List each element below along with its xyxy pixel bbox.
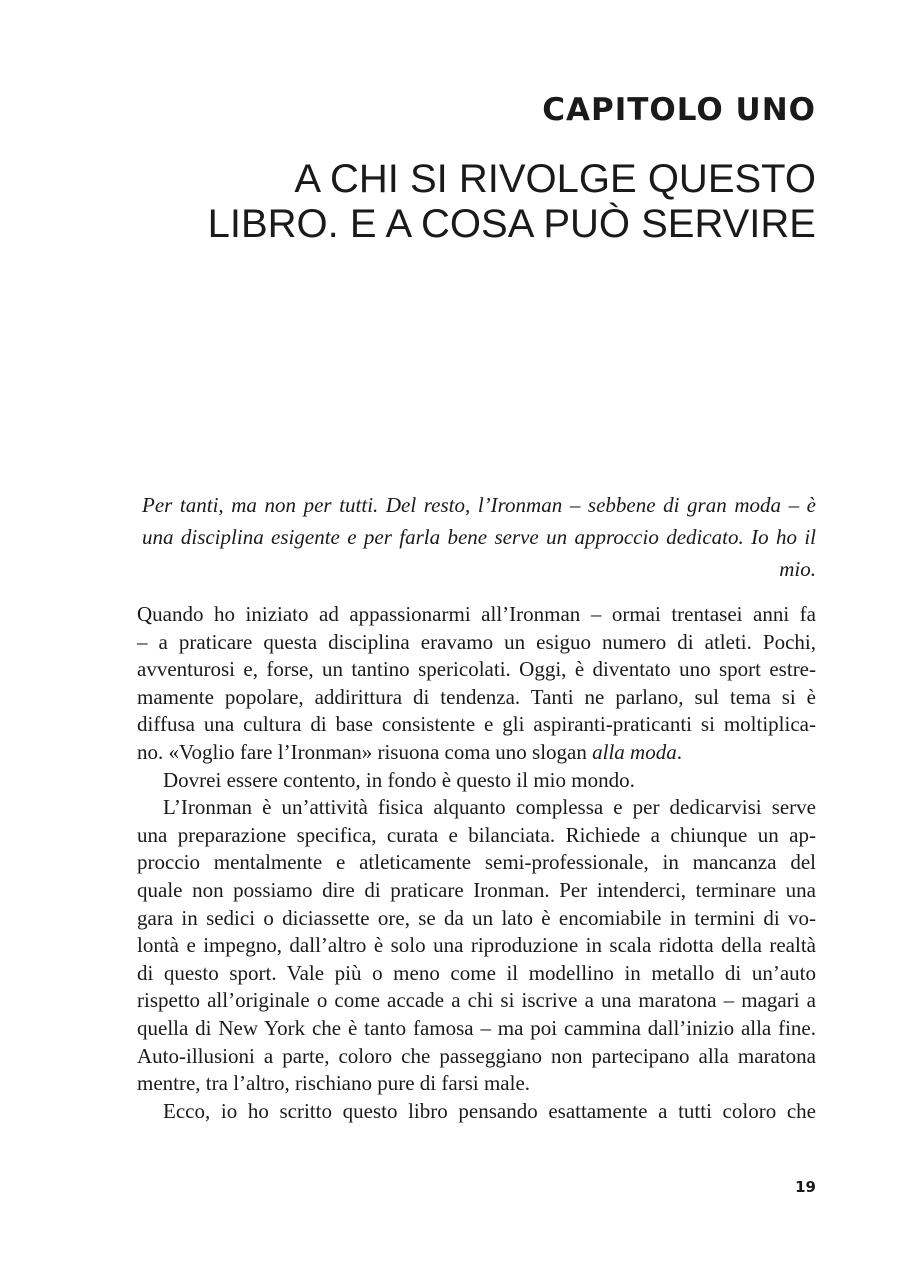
paragraph-line: avventurosi e, forse, un tantino spericolati. Oggi, è diventato uno sport estre-: [137, 657, 816, 682]
chapter-title-line-1: A CHI SI RIVOLGE QUESTO: [294, 157, 816, 201]
paragraph-line: Auto-illusioni a parte, coloro che passeggiano non partecipano alla maratona: [137, 1043, 816, 1068]
page-number: 19: [795, 1178, 816, 1196]
chapter-title: [208, 157, 816, 247]
paragraph-line: Dovrei essere contento, in fondo è questo il mio mondo.: [163, 767, 635, 792]
paragraph-line: di questo sport. Vale più o meno come il modellino in metallo di un’auto: [137, 960, 816, 985]
paragraph-1: [137, 601, 816, 767]
paragraph-2: [137, 767, 816, 795]
paragraph-line: lontà e impegno, dall’altro è solo una riproduzione in scala ridotta della realtà: [137, 933, 816, 958]
paragraph-line: una preparazione specifica, curata e bilanciata. Richiede a chiunque un ap-: [137, 822, 816, 847]
body-text: [137, 601, 816, 1125]
paragraph-line: gara in sedici o diciassette ore, se da un lato è encomiabile in termini di vo-: [137, 905, 816, 930]
paragraph-line: rispetto all’originale o come accade a chi si iscrive a una maratona – magari a: [137, 988, 816, 1013]
paragraph-line: L’Ironman è un’attività fisica alquanto complessa e per dedicarvisi serve: [163, 795, 816, 820]
text-run: .: [676, 739, 682, 764]
paragraph-3: [137, 794, 816, 1098]
text-run: no. «Voglio fare l’Ironman» risuona coma uno slogan: [137, 739, 593, 764]
epigraph: [142, 489, 816, 585]
paragraph-line: mentre, tra l’altro, rischiano pure di farsi male.: [137, 1071, 531, 1096]
paragraph-line: quale non possiamo dire di praticare Ironman. Per intenderci, terminare una: [137, 877, 816, 902]
paragraph-line: proccio mentalmente e atleticamente semi-professionale, in mancanza del: [137, 850, 816, 875]
paragraph-line: quella di New York che è tanto famosa – ma poi cammina dall’inizio alla fine.: [137, 1015, 816, 1040]
paragraph-line: [137, 739, 816, 767]
paragraph-line: diffusa una cultura di base consistente e gli aspiranti-praticanti si moltiplica-: [137, 712, 816, 737]
epigraph-line-1: Per tanti, ma non per tutti. Del resto, l’Ironman – sebbene di gran moda – è: [142, 493, 816, 517]
emphasis-text: alla moda: [592, 739, 677, 764]
chapter-label: CAPITOLO UNO: [542, 92, 816, 128]
paragraph-line: Quando ho iniziato ad appassionarmi all’Ironman – ormai trentasei anni fa: [137, 602, 816, 626]
paragraph-line: Ecco, io ho scritto questo libro pensando esattamente a tutti coloro che: [163, 1098, 816, 1123]
paragraph-line: – a praticare questa disciplina eravamo un esiguo numero di atleti. Pochi,: [137, 629, 816, 654]
paragraph-line: mamente popolare, addirittura di tendenza. Tanti ne parlano, sul tema si è: [137, 684, 816, 709]
chapter-title-line-2: LIBRO. E A COSA PUÒ SERVIRE: [207, 202, 816, 246]
epigraph-line-2: una disciplina esigente e per farla bene serve un approccio dedicato. Io ho il mio.: [142, 525, 816, 581]
paragraph-4: [137, 1098, 816, 1126]
